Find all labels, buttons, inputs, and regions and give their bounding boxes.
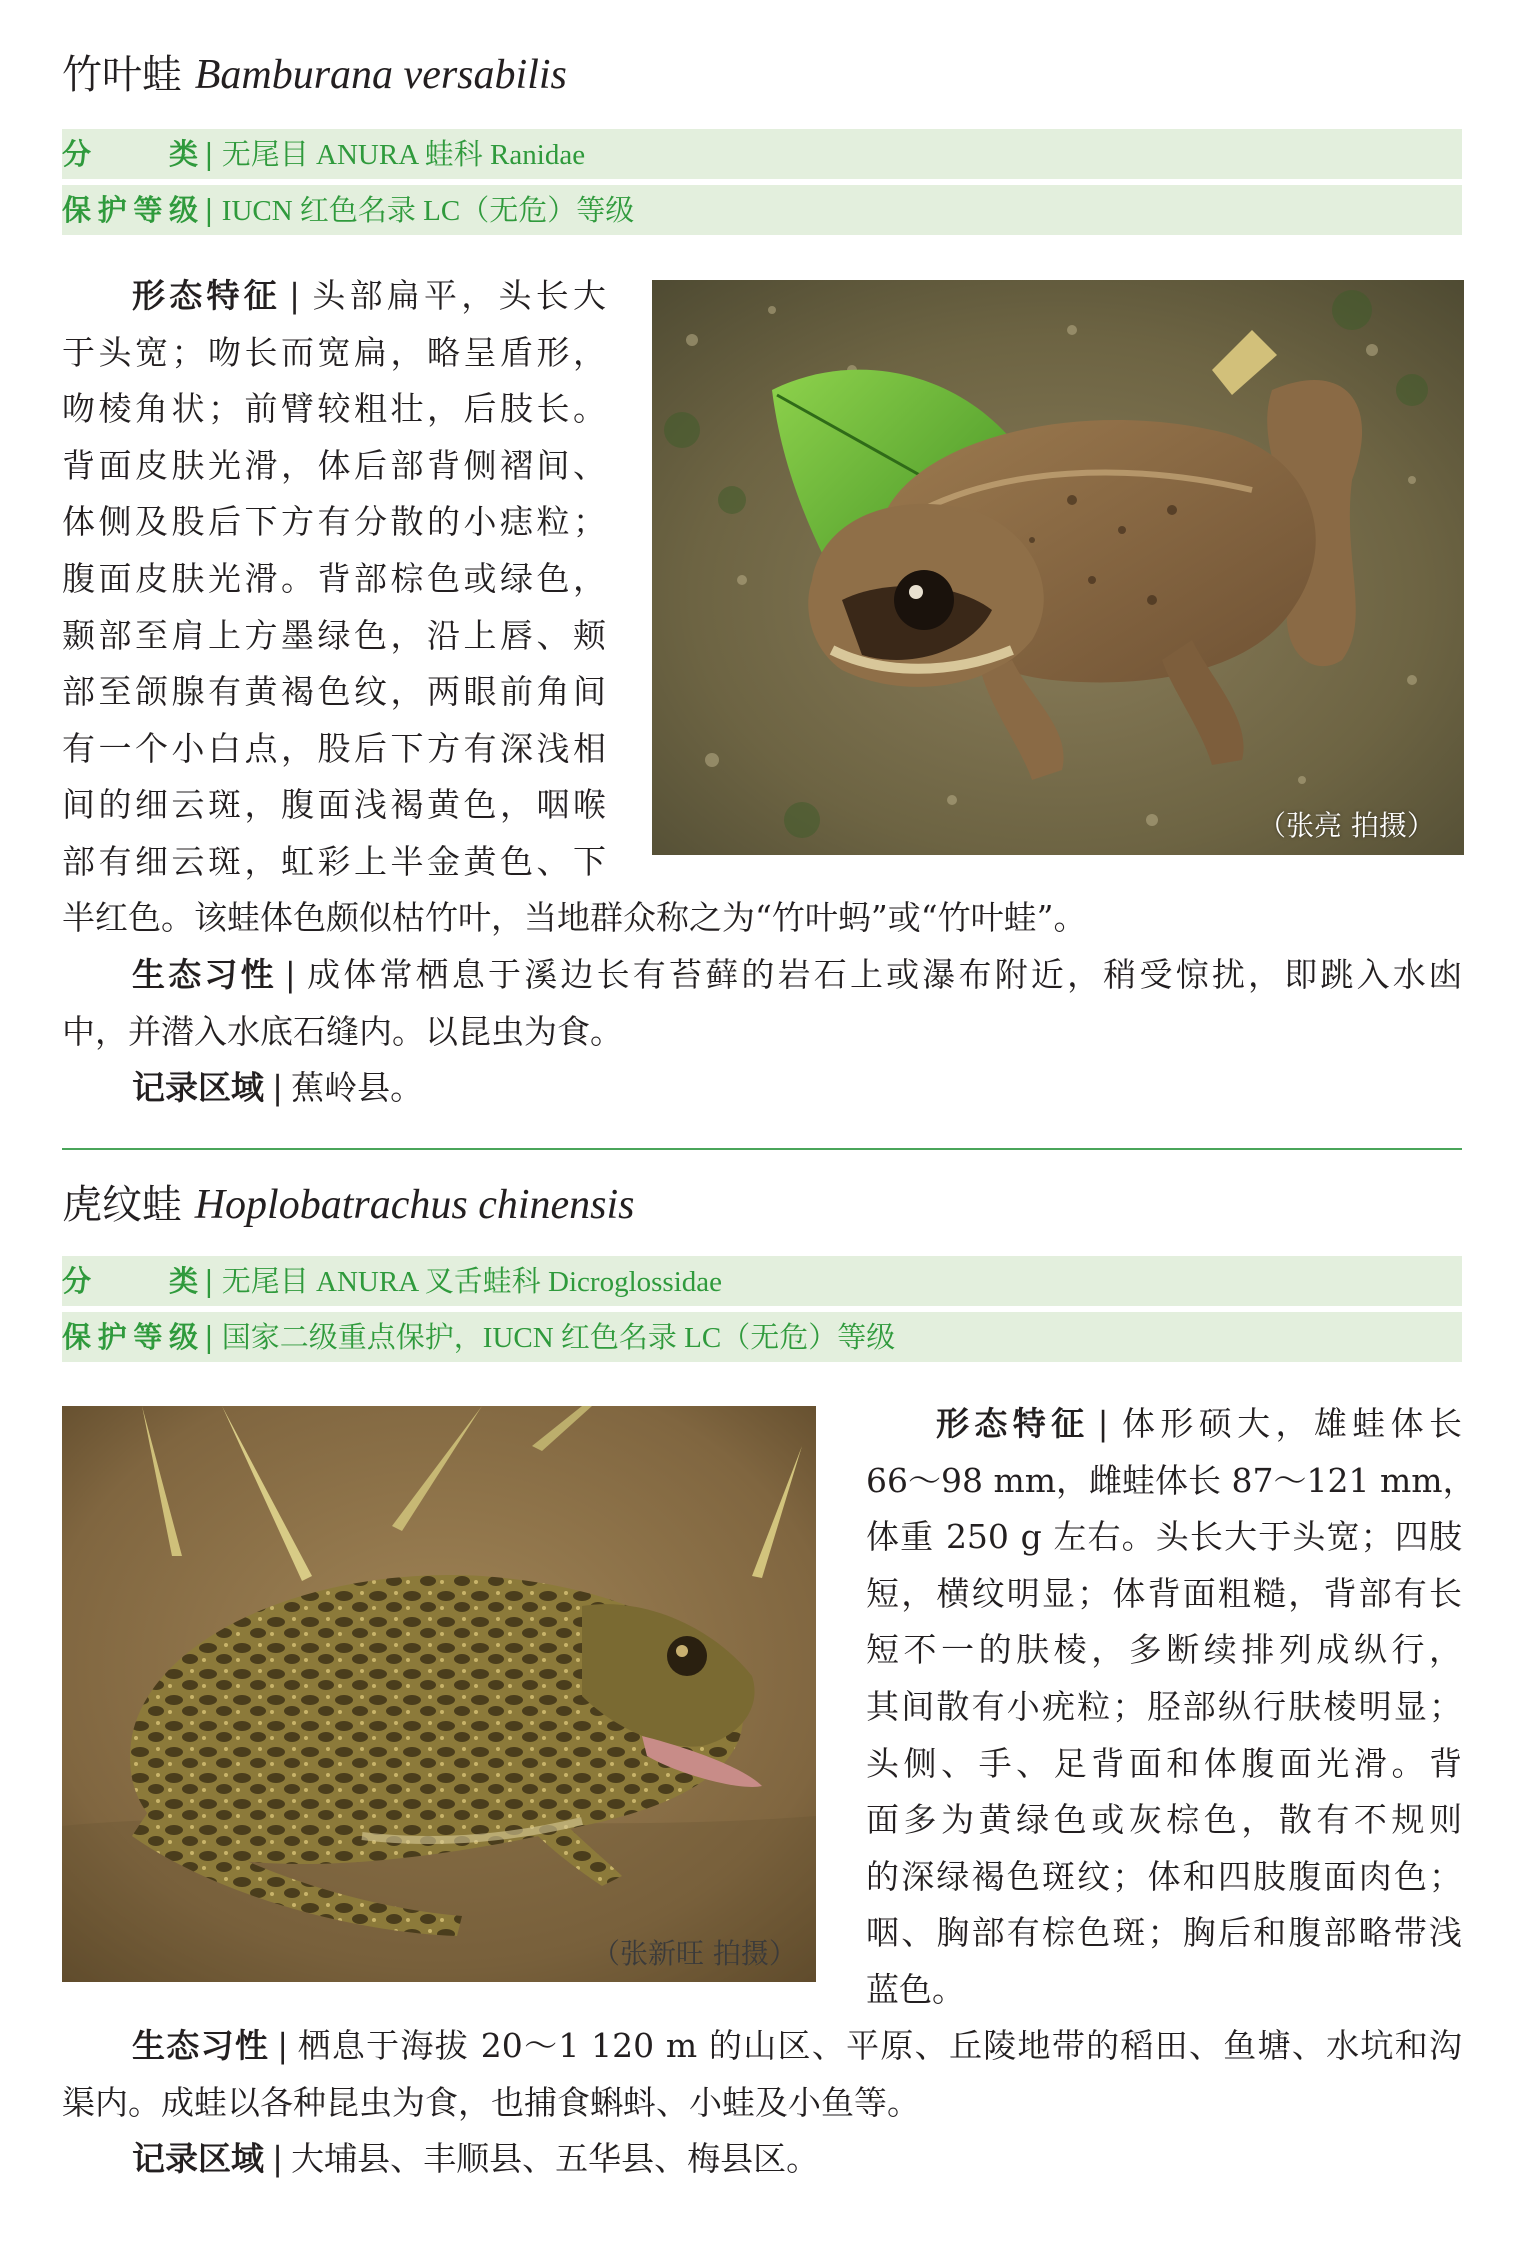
species2-morph-line: 面多为黄绿色或灰棕色，散有不规则 — [866, 1800, 1462, 1840]
species2-morph-label: 形态特征 — [936, 1404, 1090, 1443]
species2-eco-line — [62, 2018, 1462, 2075]
species2-morph-line: 体重 250 g 左右。头长大于头宽；四肢 — [866, 1517, 1462, 1557]
species1-eco-label: 生态习性 — [132, 955, 277, 994]
species2-morph-line: 短不一的肤棱，多断续排列成纵行， — [866, 1630, 1462, 1670]
species1-protection-value: IUCN 红色名录 LC（无危）等级 — [221, 195, 635, 227]
species1-morphology-cont — [62, 890, 1462, 947]
species2-morphology — [866, 1396, 1476, 2019]
frog-photo-bamburana — [652, 280, 1464, 855]
species1-ecology — [62, 947, 1462, 1060]
species1-morph-text: 头部扁平，头长大 — [308, 276, 607, 315]
species2-protection-row — [62, 1312, 1462, 1362]
species1-morph-line: 吻棱角状；前臂较粗壮，后肢长。 — [62, 389, 606, 429]
species2-morph-line — [866, 1396, 1462, 1453]
species1-morph-line: 半红色。该蛙体色颇似枯竹叶，当地群众称之为“竹叶蚂”或“竹叶蛙”。 — [62, 898, 1087, 937]
species2-protection-value: 国家二级重点保护，IUCN 红色名录 LC（无危）等级 — [221, 1322, 896, 1354]
species2-morph-line: 蓝色。 — [866, 1969, 965, 2009]
species1-eco-line — [62, 947, 1462, 1004]
species2-morph-text: 体形硕大，雄蛙体长 — [1116, 1404, 1462, 1443]
species1-classification-label: 分 类 — [62, 137, 198, 171]
species2-eco-label: 生态习性 — [132, 2026, 270, 2065]
species1-morph-line: 于头宽；吻长而宽扁，略呈盾形， — [62, 332, 606, 372]
separator: | — [204, 137, 214, 171]
species2-morph-line: 其间散有小疣粒；胫部纵行肤棱明显； — [866, 1686, 1462, 1726]
species1-name-cn: 竹叶蛙 — [62, 52, 182, 98]
species1-region-value: 蕉岭县。 — [291, 1068, 424, 1107]
species1-photo — [652, 280, 1464, 855]
species2-morph-line: 短，横纹明显；体背面粗糙，背部有长 — [866, 1573, 1462, 1613]
separator: | — [1097, 1404, 1109, 1443]
species2-morph-line: 咽、胸部有棕色斑；胸后和腹部略带浅 — [866, 1913, 1462, 1953]
species2-classification-row — [62, 1256, 1462, 1306]
species2-photo — [62, 1406, 816, 1982]
species2-ecology — [62, 2018, 1462, 2131]
species1-morph-line: 腹面皮肤光滑。背部棕色或绿色， — [62, 558, 606, 598]
species1-region — [62, 1060, 1462, 1117]
species2-morph-line: 头侧、手、足背面和体腹面光滑。背 — [866, 1743, 1462, 1783]
species1-morphology — [62, 268, 606, 891]
species2-title — [62, 1180, 635, 1230]
species1-eco-line: 中，并潜入水底石缝内。以昆虫为食。 — [62, 1011, 623, 1051]
species1-region-label: 记录区域 — [132, 1068, 264, 1107]
species1-eco-text: 成体常栖息于溪边长有苔藓的岩石上或瀑布附近，稍受惊扰，即跳入水凼 — [303, 955, 1463, 994]
species1-protection-row — [62, 185, 1462, 235]
species1-morph-label: 形态特征 — [132, 276, 281, 315]
species2-eco-line: 渠内。成蛙以各种昆虫为食，也捕食蝌蚪、小蛙及小鱼等。 — [62, 2082, 920, 2122]
species2-morph-line: 的深绿褐色斑纹；体和四肢腹面肉色； — [866, 1856, 1462, 1896]
separator: | — [204, 1264, 214, 1298]
species2-region-line — [62, 2131, 1462, 2188]
separator: | — [288, 276, 301, 315]
separator: | — [277, 2026, 289, 2065]
species1-morph-line: 间的细云斑，腹面浅褐黄色，咽喉 — [62, 785, 606, 825]
species2-name-cn: 虎纹蛙 — [62, 1182, 182, 1228]
species2-morph-line: 66～98 mm，雌蛙体长 87～121 mm， — [866, 1460, 1476, 1500]
species2-eco-text: 栖息于海拔 20～1 120 m 的山区、平原、丘陵地带的稻田、鱼塘、水坑和沟 — [296, 2026, 1462, 2065]
species1-morph-line — [62, 268, 606, 325]
species1-morph-line: 体侧及股后下方有分散的小痣粒； — [62, 502, 606, 542]
species1-name-latin: Bamburana versabilis — [194, 52, 567, 98]
species2-photo-credit: （张新旺 拍摄） — [592, 1937, 797, 1970]
species1-morph-line: 背面皮肤光滑，体后部背侧褶间、 — [62, 445, 606, 485]
species1-photo-credit: （张亮 拍摄） — [1258, 809, 1435, 842]
frog-photo-hoplobatrachus — [62, 1406, 816, 1982]
separator: | — [272, 2139, 284, 2178]
species2-classification-value: 无尾目 ANURA 叉舌蛙科 Dicroglossidae — [221, 1266, 723, 1298]
species2-region — [62, 2131, 1462, 2188]
species2-region-label: 记录区域 — [132, 2139, 264, 2178]
species1-morph-line: 部有细云斑，虹彩上半金黄色、下 — [62, 841, 606, 881]
species2-name-latin: Hoplobatrachus chinensis — [194, 1182, 635, 1228]
species1-title — [62, 50, 567, 100]
species1-morph-line: 有一个小白点，股后下方有深浅相 — [62, 728, 606, 768]
species2-classification-label: 分 类 — [62, 1264, 198, 1298]
species2-protection-label: 保护等级 — [62, 1320, 198, 1354]
separator: | — [204, 1320, 214, 1354]
section-divider — [62, 1148, 1462, 1150]
species1-classification-value: 无尾目 ANURA 蛙科 Ranidae — [221, 139, 586, 171]
species1-classification-row — [62, 129, 1462, 179]
species1-morph-line: 部至颌腺有黄褐色纹，两眼前角间 — [62, 672, 606, 712]
species1-morph-line: 颞部至肩上方墨绿色，沿上唇、颊 — [62, 615, 606, 655]
species2-region-value: 大埔县、丰顺县、五华县、梅县区。 — [291, 2139, 820, 2178]
species1-region-line — [62, 1060, 1462, 1117]
species1-protection-label: 保护等级 — [62, 193, 198, 227]
separator: | — [204, 193, 214, 227]
separator: | — [284, 955, 296, 994]
separator: | — [272, 1068, 284, 1107]
